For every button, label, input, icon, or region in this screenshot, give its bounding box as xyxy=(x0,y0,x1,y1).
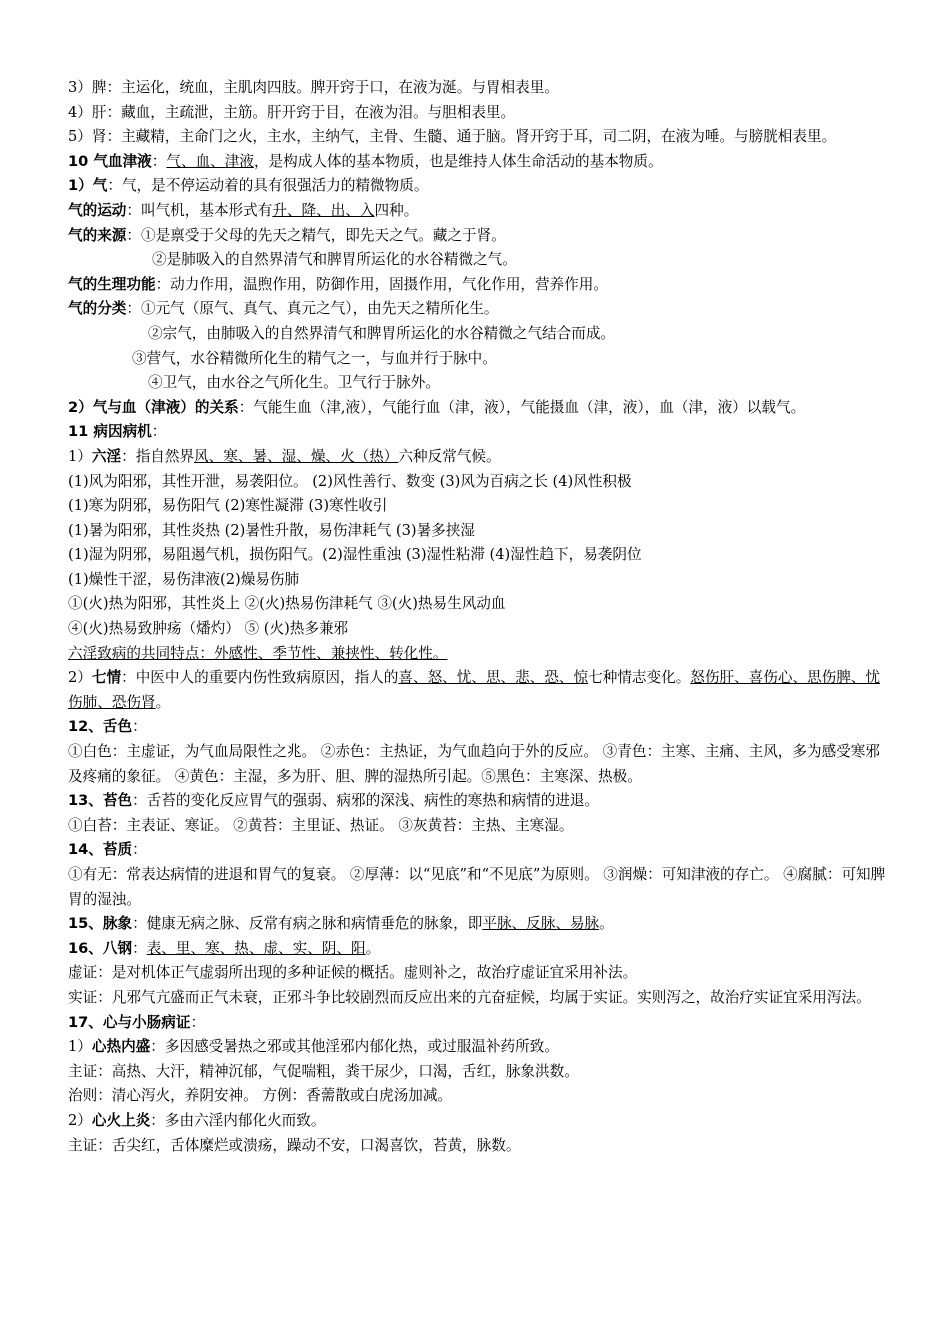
text-segment: ：指自然界 xyxy=(121,447,195,465)
text-line xyxy=(68,568,894,593)
text-line xyxy=(68,347,894,372)
text-line xyxy=(68,912,894,937)
text-line xyxy=(68,1109,894,1134)
text-segment: (1)寒为阴邪，易伤阳气 (2)寒性凝滞 (3)寒性收引 xyxy=(68,497,388,515)
text-line xyxy=(68,1011,894,1036)
text-segment: 六种反常气候。 xyxy=(398,447,501,465)
text-line xyxy=(68,150,894,175)
text-segment: ，是构成人体的基本物质，也是维持人体生命活动的基本物质。 xyxy=(253,152,663,170)
text-segment: ： xyxy=(132,841,147,859)
underlined-text: 怒伤肝、喜伤心、思伤脾、忧伤肺、恐伤肾 xyxy=(68,669,881,711)
text-segment: ： xyxy=(190,1013,206,1031)
bold-heading-text: 15、脉象 xyxy=(68,915,133,933)
text-segment: ：①元气（原气、真气、真元之气），由先天之精所化生。 xyxy=(126,300,499,318)
text-line xyxy=(68,863,894,912)
document-page xyxy=(68,76,894,1158)
text-line xyxy=(68,445,894,470)
text-line xyxy=(68,937,894,962)
text-line xyxy=(68,740,894,789)
text-segment: 。 xyxy=(365,939,381,957)
text-segment: ： xyxy=(151,423,167,441)
text-line xyxy=(68,322,894,347)
bold-heading-text: 12、舌色 xyxy=(68,718,133,736)
text-segment: ：多由六淫内郁化火而致。 xyxy=(150,1111,326,1129)
text-segment: 3）脾：主运化，统血，主肌肉四肢。脾开窍于口，在液为涎。与胃相表里。 xyxy=(68,79,559,96)
text-segment: 。 xyxy=(599,915,614,933)
text-segment: ④卫气，由水谷之气所化生。卫气行于脉外。 xyxy=(148,374,440,392)
text-segment: ：舌苔的变化反应胃气的强弱、病邪的深浅、病性的寒热和病情的进退。 xyxy=(132,792,600,810)
bold-heading-text: 10 气血津液 xyxy=(68,152,152,170)
text-segment: ： xyxy=(132,939,147,957)
text-line xyxy=(68,101,894,126)
text-line xyxy=(68,125,894,150)
bold-heading-text: 1）气 xyxy=(68,177,108,195)
text-line xyxy=(68,789,894,814)
underlined-text: 气、血、津液 xyxy=(166,152,254,170)
text-line xyxy=(68,248,894,273)
text-segment: 1） xyxy=(68,447,92,465)
text-segment: ①白色：主虚证，为气血局限性之兆。 ②赤色：主热证，为气血趋向于外的反应。 ③青色：主寒、主痛、主风，多为感受寒邪及疼痛的象征。 ④黄色：主湿，多为肝、胆、脾的湿热所引起。⑤黑色：主寒深、热极。 xyxy=(68,743,880,785)
text-segment: (1)湿为阴邪，易阻遏气机，损伤阳气。(2)湿性重浊 (3)湿性粘滞 (4)湿性趋下，易袭阴位 xyxy=(68,546,642,564)
bold-heading-text: 气的生理功能 xyxy=(68,275,156,293)
bold-heading-text: 16、八钢 xyxy=(68,939,133,957)
text-line xyxy=(68,297,894,322)
text-line xyxy=(68,371,894,396)
text-segment: ②宗气，由肺吸入的自然界清气和脾胃所运化的水谷精微之气结合而成。 xyxy=(148,324,616,342)
text-segment: (1)燥性干涩，易伤津液(2)燥易伤肺 xyxy=(68,570,300,588)
text-line xyxy=(68,519,894,544)
text-line xyxy=(68,1134,894,1159)
text-line xyxy=(68,76,894,101)
bold-heading-text: 心火上炎 xyxy=(91,1111,151,1129)
text-line xyxy=(68,592,894,617)
text-line xyxy=(68,224,894,249)
text-line xyxy=(68,1084,894,1109)
text-line xyxy=(68,1035,894,1060)
text-segment: ： xyxy=(132,718,147,736)
text-segment: ①有无：常表达病情的进退和胃气的复衰。 ②厚薄：以“见底”和“不见底”为原则。 ③润燥：可知津液的存亡。 ④腐腻：可知脾胃的湿浊。 xyxy=(68,866,886,908)
bold-heading-text: 气的来源 xyxy=(68,226,127,244)
text-segment: 。 xyxy=(155,693,171,711)
text-segment: ④(火)热易致肿疡（燔灼） ⑤ (火)热多兼邪 xyxy=(68,620,349,638)
text-segment: 实证：凡邪气亢盛而正气未衰，正邪斗争比较剧烈而反应出来的亢奋症候，均属于实证。实则泻之，故治疗实证宜采用泻法。 xyxy=(68,988,871,1006)
text-line xyxy=(68,420,894,445)
text-line xyxy=(68,617,894,642)
text-segment: 四种。 xyxy=(374,201,419,219)
text-segment: 治则：清心泻火，养阴安神。 方例：香薷散或白虎汤加减。 xyxy=(68,1087,453,1105)
text-segment: (1)风为阳邪，其性开泄，易袭阳位。 (2)风性善行、数变 (3)风为百病之长 (4)风性积极 xyxy=(68,472,632,490)
text-line xyxy=(68,986,894,1011)
underlined-text: 升、降、出、入 xyxy=(272,201,375,219)
text-segment: ：气，是不停运动着的具有很强活力的精微物质。 xyxy=(107,177,429,195)
text-line xyxy=(68,273,894,298)
bold-heading-text: 气的运动 xyxy=(68,201,127,219)
text-line xyxy=(68,838,894,863)
text-segment: 2） xyxy=(68,669,92,687)
text-segment: 主证：舌尖红，舌体糜烂或溃疡，躁动不安，口渴喜饮，苔黄，脉数。 xyxy=(68,1136,521,1154)
text-segment: (1)暑为阳邪，其性炎热 (2)暑性升散，易伤津耗气 (3)暑多挟湿 xyxy=(68,521,475,539)
underlined-text: 平脉、反脉、易脉 xyxy=(482,915,600,933)
text-segment: ： xyxy=(151,152,167,170)
text-line xyxy=(68,174,894,199)
text-segment: ：叫气机，基本形式有 xyxy=(126,201,273,219)
bold-heading-text: 2）气与血（津液）的关系 xyxy=(68,398,239,416)
text-segment: 虚证：是对机体正气虚弱所出现的多种证候的概括。虚则补之，故治疗虚证宜采用补法。 xyxy=(68,964,638,982)
bold-heading-text: 六淫 xyxy=(91,447,122,465)
bold-heading-text: 17、心与小肠病证 xyxy=(68,1013,191,1031)
text-segment: ：健康无病之脉、反常有病之脉和病情垂危的脉象，即 xyxy=(132,915,483,933)
text-line xyxy=(68,715,894,740)
text-segment: ：气能生血（津,液），气能行血（津，液），气能摄血（津，液），血（津，液）以载气。 xyxy=(238,398,806,416)
underlined-text: 六淫致病的共同特点：外感性、季节性、兼挟性、转化性。 xyxy=(68,644,448,662)
text-segment: ：①是禀受于父母的先天之精气，即先天之气。藏之于肾。 xyxy=(126,226,506,244)
text-segment: ：多因感受暑热之邪或其他淫邪内郁化热，或过服温补药所致。 xyxy=(150,1038,559,1056)
text-segment: ①白苔：主表证、寒证。 ②黄苔：主里证、热证。 ③灰黄苔：主热、主寒湿。 xyxy=(68,816,574,834)
text-line xyxy=(68,666,894,715)
bold-heading-text: 14、苔质 xyxy=(68,841,133,859)
text-line xyxy=(68,199,894,224)
text-line xyxy=(68,494,894,519)
text-segment: ③营气，水谷精微所化生的精气之一，与血并行于脉中。 xyxy=(132,349,497,367)
text-segment: ①(火)热为阳邪，其性炎上 ②(火)热易伤津耗气 ③(火)热易生风动血 xyxy=(68,595,506,613)
underlined-text: 风、寒、暑、湿、燥、火（热） xyxy=(194,447,399,465)
text-segment: ：中医中人的重要内伤性致病原因，指人的 xyxy=(121,669,399,687)
text-segment: 1） xyxy=(68,1038,92,1056)
text-line xyxy=(68,543,894,568)
text-line xyxy=(68,470,894,495)
text-segment: 2） xyxy=(68,1111,92,1129)
bold-heading-text: 11 病因病机 xyxy=(68,423,152,441)
text-line xyxy=(68,396,894,421)
text-segment: 主证：高热、大汗，精神沉郁，气促喘粗，粪干尿少，口渴，舌红，脉象洪数。 xyxy=(68,1062,579,1080)
bold-heading-text: 气的分类 xyxy=(68,300,127,318)
text-line xyxy=(68,814,894,839)
text-segment: ：动力作用，温煦作用，防御作用，固摄作用，气化作用，营养作用。 xyxy=(155,275,608,293)
bold-heading-text: 13、苔色 xyxy=(68,792,133,810)
underlined-text: 表、里、寒、热、虚、实、阴、阳 xyxy=(146,939,366,957)
text-segment: ②是肺吸入的自然界清气和脾胃所运化的水谷精微之气。 xyxy=(152,251,517,269)
bold-heading-text: 心热内盛 xyxy=(91,1038,151,1056)
text-segment: 七种情志变化。 xyxy=(588,669,691,687)
text-segment: 4）肝：藏血，主疏泄，主筋。肝开窍于目，在液为泪。与胆相表里。 xyxy=(68,103,516,121)
underlined-text: 喜、怒、忧、思、悲、恐、惊 xyxy=(398,669,589,687)
text-segment: 5）肾：主藏精，主命门之火，主水，主纳气，主骨、生髓、通于脑。肾开窍于耳，司二阴，在液为唾。与膀胱相表里。 xyxy=(68,128,837,146)
text-line xyxy=(68,961,894,986)
text-line xyxy=(68,642,894,667)
text-line xyxy=(68,1060,894,1085)
bold-heading-text: 七情 xyxy=(91,669,122,687)
